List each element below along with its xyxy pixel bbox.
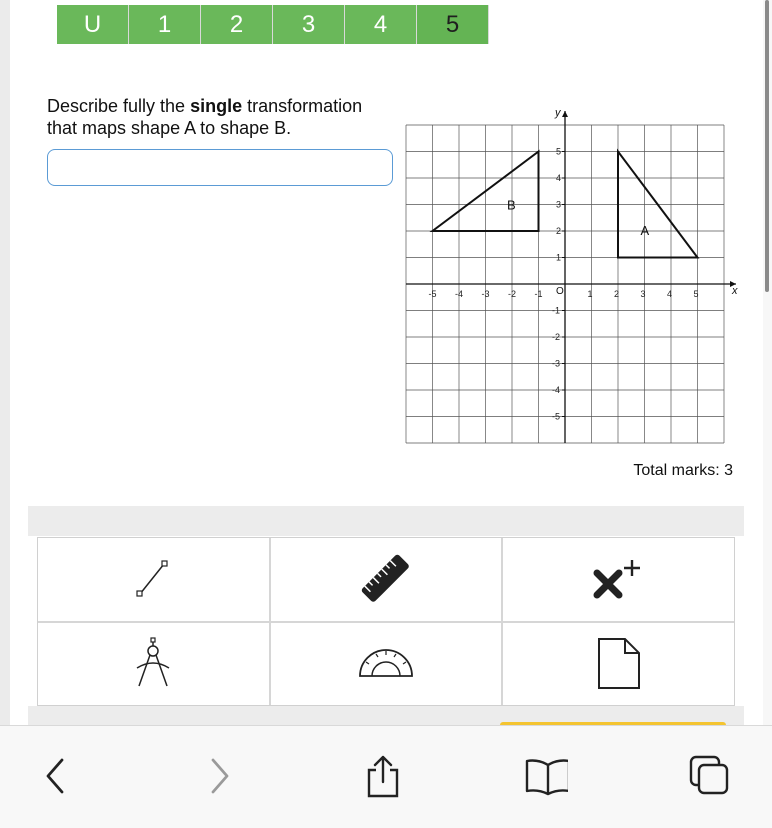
y-tick-label: 3 bbox=[556, 199, 562, 210]
total-marks: Total marks: 3 bbox=[633, 462, 733, 479]
question-part-tabs bbox=[57, 5, 489, 44]
tabs-button[interactable] bbox=[688, 754, 732, 798]
chevron-left-icon bbox=[40, 756, 70, 796]
x-tick-label: 2 bbox=[614, 289, 620, 299]
tab-1[interactable]: 1 bbox=[129, 5, 200, 44]
x-tick-label: -5 bbox=[428, 289, 437, 299]
ruler-tool[interactable] bbox=[271, 538, 502, 621]
origin-label: O bbox=[556, 286, 564, 297]
share-button[interactable] bbox=[361, 754, 405, 798]
share-icon bbox=[363, 754, 403, 798]
page-tool[interactable] bbox=[503, 623, 734, 706]
protractor-tool[interactable] bbox=[271, 623, 502, 706]
axes bbox=[406, 111, 736, 443]
question-prefix: Describe fully the bbox=[47, 96, 191, 116]
forward-button[interactable] bbox=[198, 754, 242, 798]
x-axis-label: x bbox=[732, 285, 738, 297]
coordinate-grid bbox=[398, 100, 738, 446]
y-tick-label: 1 bbox=[556, 252, 562, 263]
tab-4[interactable]: 4 bbox=[345, 5, 416, 44]
y-tick-label: 4 bbox=[556, 173, 562, 183]
add-point-icon bbox=[584, 554, 654, 604]
question-text bbox=[47, 95, 397, 139]
y-tick-label: 5 bbox=[556, 146, 562, 157]
ruler-icon bbox=[356, 549, 416, 609]
y-tick-label: 2 bbox=[556, 226, 562, 236]
x-tick-label: 5 bbox=[693, 289, 699, 299]
question-suffix: transformation that maps shape A to shape B. bbox=[47, 96, 363, 138]
y-tick-label: -3 bbox=[552, 358, 561, 369]
scrollbar[interactable] bbox=[763, 0, 772, 828]
drawing-tools bbox=[37, 537, 735, 706]
y-tick-label: -5 bbox=[552, 411, 561, 422]
shape-b-label: B bbox=[507, 197, 516, 213]
tab-u[interactable]: U bbox=[57, 5, 128, 44]
bookmarks-button[interactable] bbox=[524, 754, 568, 798]
protractor-icon bbox=[354, 644, 418, 684]
x-tick-label: -1 bbox=[534, 289, 543, 299]
y-axis-label: y bbox=[555, 107, 561, 119]
chevron-right-icon bbox=[205, 756, 235, 796]
browser-toolbar bbox=[0, 725, 772, 828]
tools-header bbox=[28, 506, 744, 536]
x-tick-label: 3 bbox=[640, 289, 646, 299]
answer-input[interactable] bbox=[47, 149, 393, 186]
x-tick-label: -2 bbox=[508, 289, 517, 299]
tab-5[interactable]: 5 bbox=[417, 5, 488, 44]
scrollbar-thumb[interactable] bbox=[765, 0, 769, 292]
compass-tool[interactable] bbox=[38, 623, 269, 706]
compass-icon bbox=[123, 634, 183, 694]
line-tool[interactable] bbox=[38, 538, 269, 621]
book-icon bbox=[524, 756, 568, 796]
tab-2[interactable]: 2 bbox=[201, 5, 272, 44]
y-tick-label: -4 bbox=[552, 385, 561, 395]
question-bold: single bbox=[190, 96, 243, 116]
y-axis-arrow bbox=[562, 111, 568, 117]
tab-3[interactable]: 3 bbox=[273, 5, 344, 44]
line-segment-icon bbox=[123, 554, 183, 604]
blank-page-icon bbox=[594, 636, 644, 692]
y-tick-label: -2 bbox=[552, 332, 561, 342]
add-point-tool[interactable] bbox=[503, 538, 734, 621]
y-tick-label: -1 bbox=[552, 305, 561, 316]
back-button[interactable] bbox=[33, 754, 77, 798]
x-tick-label: -4 bbox=[455, 289, 464, 299]
x-tick-label: 4 bbox=[667, 289, 673, 299]
shape-a-label: A bbox=[640, 223, 650, 238]
x-tick-label: -3 bbox=[481, 289, 490, 299]
x-tick-label: 1 bbox=[587, 289, 593, 299]
tabs-icon bbox=[688, 754, 732, 798]
